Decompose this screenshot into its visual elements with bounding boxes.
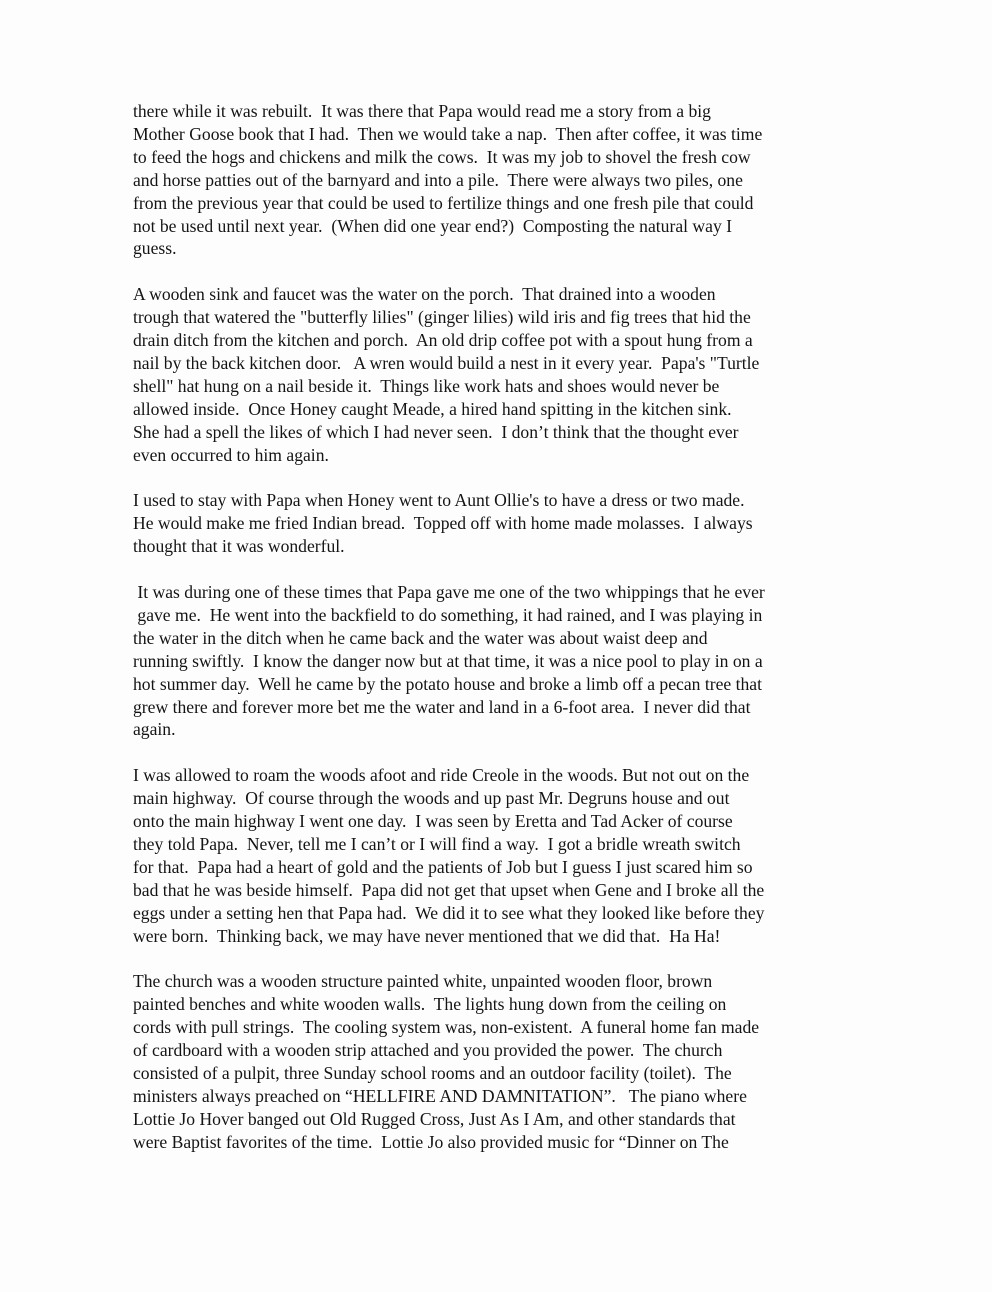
text-line: to feed the hogs and chickens and milk the cows. It was my job to shovel the fresh cow <box>133 146 751 167</box>
body-text <box>133 100 868 1177</box>
text-line: gave me. He went into the backfield to do something, it had rained, and I was playing in <box>133 604 763 625</box>
text-line: running swiftly. I know the danger now but at that time, it was a nice pool to play in on a <box>133 650 763 671</box>
paragraph-5 <box>133 764 868 947</box>
text-line: I used to stay with Papa when Honey went to Aunt Ollie's to have a dress or two made. <box>133 490 745 511</box>
text-line: were Baptist favorites of the time. Lottie Jo also provided music for “Dinner on The <box>133 1131 729 1152</box>
text-line: trough that watered the "butterfly lilies" (ginger lilies) wild iris and fig trees that hid the <box>133 307 751 328</box>
text-line: were born. Thinking back, we may have never mentioned that we did that. Ha Ha! <box>133 925 721 946</box>
text-line: onto the main highway I went one day. I was seen by Eretta and Tad Acker of course <box>133 811 733 832</box>
text-line: painted benches and white wooden walls. The lights hung down from the ceiling on <box>133 994 727 1015</box>
paragraph-1 <box>133 100 868 260</box>
text-line: bad that he was beside himself. Papa did not get that upset when Gene and I broke all the <box>133 879 765 900</box>
paragraph-6 <box>133 970 868 1153</box>
text-line: Lottie Jo Hover banged out Old Rugged Cross, Just As I Am, and other standards that <box>133 1108 736 1129</box>
paragraph-4 <box>133 581 868 741</box>
text-line: ministers always preached on “HELLFIRE AND DAMNITATION”. The piano where <box>133 1085 747 1106</box>
text-line: guess. <box>133 238 177 259</box>
text-line: allowed inside. Once Honey caught Meade, a hired hand spitting in the kitchen sink. <box>133 398 732 419</box>
text-line: Mother Goose book that I had. Then we would take a nap. Then after coffee, it was time <box>133 123 763 144</box>
text-line: thought that it was wonderful. <box>133 536 345 557</box>
text-line: He would make me fried Indian bread. Topped off with home made molasses. I always <box>133 513 753 534</box>
paragraph-3 <box>133 489 868 558</box>
text-line: from the previous year that could be used to fertilize things and one fresh pile that could <box>133 192 754 213</box>
text-line: The church was a wooden structure painted white, unpainted wooden floor, brown <box>133 971 713 992</box>
text-line: and horse patties out of the barnyard and into a pile. There were always two piles, one <box>133 169 743 190</box>
text-line: main highway. Of course through the woods and up past Mr. Degruns house and out <box>133 788 730 809</box>
text-line: again. <box>133 719 176 740</box>
text-line: cords with pull strings. The cooling system was, non-existent. A funeral home fan made <box>133 1017 760 1038</box>
text-line: not be used until next year. (When did one year end?) Composting the natural way I <box>133 215 732 236</box>
text-line: of cardboard with a wooden strip attached and you provided the power. The church <box>133 1040 723 1061</box>
text-line: I was allowed to roam the woods afoot and ride Creole in the woods. But not out on the <box>133 765 750 786</box>
text-line: even occurred to him again. <box>133 444 329 465</box>
text-line: nail by the back kitchen door. A wren would build a nest in it every year. Papa's "Turtle <box>133 352 760 373</box>
text-line: eggs under a setting hen that Papa had. We did it to see what they looked like before they <box>133 902 765 923</box>
text-line: they told Papa. Never, tell me I can’t or I will find a way. I got a bridle wreath switch <box>133 833 741 854</box>
text-line: hot summer day. Well he came by the potato house and broke a limb off a pecan tree that <box>133 673 762 694</box>
text-line: grew there and forever more bet me the water and land in a 6-foot area. I never did that <box>133 696 751 717</box>
text-line: It was during one of these times that Papa gave me one of the two whippings that he ever <box>133 581 765 602</box>
text-line: A wooden sink and faucet was the water on the porch. That drained into a wooden <box>133 284 716 305</box>
text-line: consisted of a pulpit, three Sunday school rooms and an outdoor facility (toilet). The <box>133 1062 732 1083</box>
text-line: She had a spell the likes of which I had never seen. I don’t think that the thought ever <box>133 421 739 442</box>
text-line: drain ditch from the kitchen and porch. An old drip coffee pot with a spout hung from a <box>133 330 753 351</box>
text-line: for that. Papa had a heart of gold and the patients of Job but I guess I just scared him so <box>133 856 753 877</box>
paragraph-2 <box>133 283 868 466</box>
text-line: there while it was rebuilt. It was there that Papa would read me a story from a big <box>133 101 711 121</box>
text-line: the water in the ditch when he came back and the water was about waist deep and <box>133 627 708 648</box>
text-line: shell" hat hung on a nail beside it. Things like work hats and shoes would never be <box>133 375 720 396</box>
